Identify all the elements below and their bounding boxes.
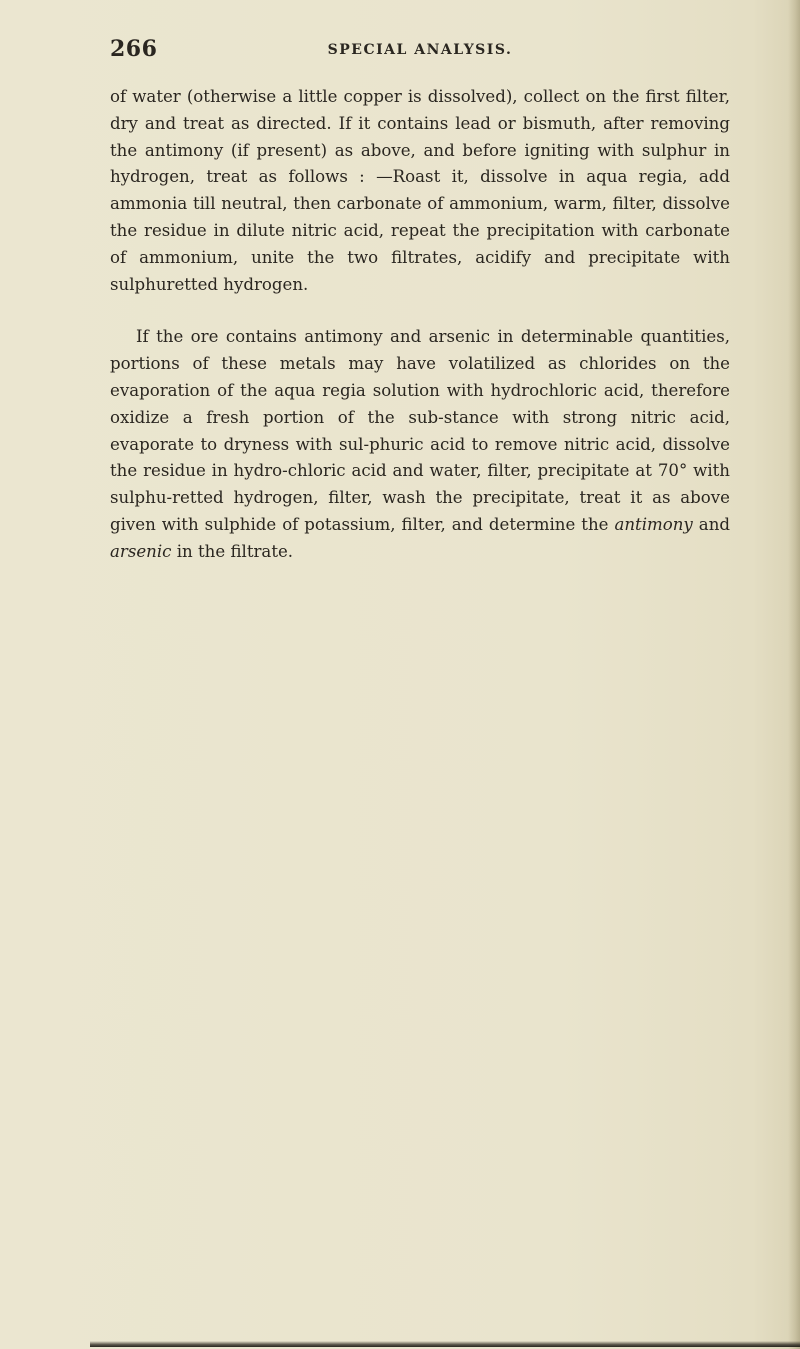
running-head: SPECIAL ANALYSIS. [327, 42, 513, 58]
paragraph-1: of water (otherwise a little copper is dissolved), collect on the first filter, dry and treat as directed. If it contains lead or bismuth, after removing the antimony (if present) as above, and before igniting with sulphur in hydrogen, treat as follows : —Roast it, dissolve in aqua regia, add ammonia till neutral, then carbonate of ammonium, warm, filter, dissolve the residue in dilute nitric acid, repeat the precipitation with carbonate of ammonium, unite the two filtrates, acidify and precipitate with sulphuretted hydrogen. [110, 87, 730, 294]
paragraph-2-main: If the ore contains antimony and arsenic in determinable quantities, portions of these metals may have volatilized as chlorides on the evaporation of the aqua regia solution with hydrochloric acid, therefore oxidize a fresh portion of the sub-stance with strong nitric acid, evaporate to dryness with sul-phuric acid to remove nitric acid, dissolve the residue in hydro-chloric acid and water, filter, precipitate at 70° with sulphu-retted hydrogen, filter, wash the precipitate, treat it as above given with sulphide of potassium, filter, and determine the [110, 327, 730, 534]
paragraph-2-tail: in the filtrate. [176, 541, 294, 561]
italic-arsenic: arsenic [110, 541, 172, 561]
paragraph-2 [110, 324, 730, 565]
body-text [110, 84, 730, 566]
page-bottom-shadow [90, 1341, 800, 1347]
conjunction: and [698, 514, 730, 534]
italic-antimony: antimony [614, 514, 693, 534]
page-edge-shadow [788, 0, 800, 1349]
page-number: 266 [110, 36, 158, 62]
page-header [110, 36, 730, 66]
